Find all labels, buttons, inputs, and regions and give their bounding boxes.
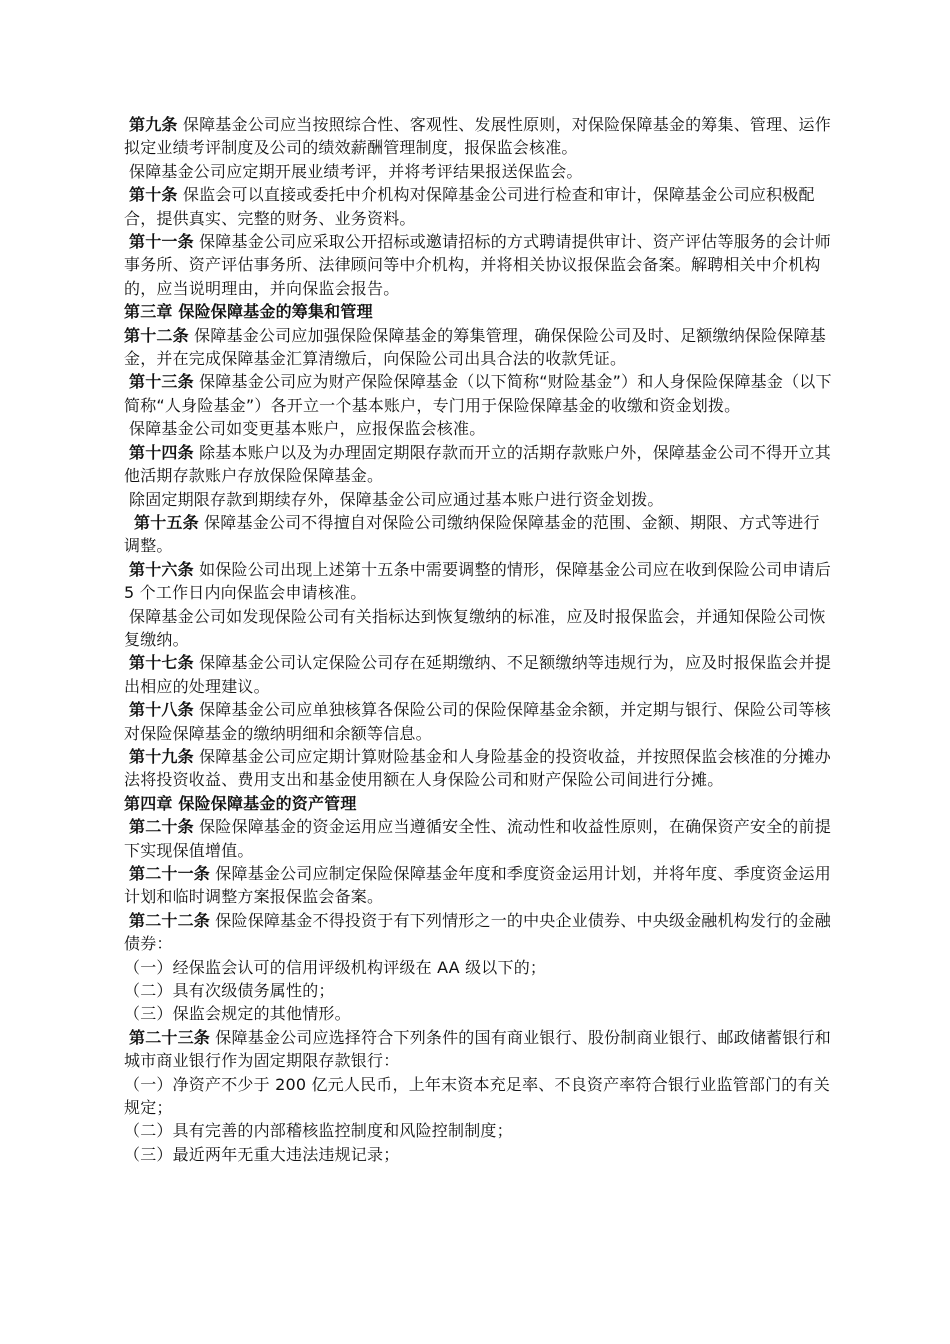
paragraph-text: 保障基金公司应定期开展业绩考评，并将考评结果报送保监会。: [129, 161, 583, 181]
document-paragraph: [124, 370, 834, 417]
article-number: 第二十条: [129, 817, 194, 837]
document-paragraph: [124, 956, 834, 979]
document-page: [124, 113, 834, 1166]
article-number: 第十三条: [129, 372, 194, 392]
article-number: 第二十三条: [129, 1027, 211, 1047]
document-paragraph: [124, 1143, 834, 1166]
paragraph-text: （二）具有次级债务属性的；: [124, 981, 335, 1001]
paragraph-text: 保障基金公司应定期计算财险基金和人身险基金的投资收益，并按照保监会核准的分摊办法将投资收益、费用支出和基金使用额在人身保险公司和财产保险公司间进行分摊。: [124, 746, 831, 790]
document-paragraph: [124, 488, 834, 511]
article-number: 第九条: [129, 115, 178, 134]
document-paragraph: [124, 979, 834, 1002]
article-number: 第十四条: [129, 442, 194, 462]
paragraph-text: （二）具有完善的内部稽核监控制度和风险控制制度；: [124, 1121, 513, 1141]
document-paragraph: [124, 417, 834, 440]
document-paragraph: [124, 441, 834, 488]
document-paragraph: [124, 745, 834, 792]
paragraph-text: 保障基金公司应制定保险保障基金年度和季度资金运用计划，并将年度、季度资金运用计划和临时调整方案报保监会备案。: [124, 864, 831, 907]
paragraph-text: 保监会可以直接或委托中介机构对保障基金公司进行检查和审计，保障基金公司应积极配合，提供真实、完整的财务、业务资料。: [124, 185, 815, 228]
document-paragraph: [124, 558, 834, 605]
document-paragraph: [124, 909, 834, 956]
article-number: 第二十一条: [129, 864, 211, 883]
paragraph-text: 保障基金公司应为财产保险保障基金（以下简称“财险基金”）和人身保险保障基金（以下简称“人身险基金”）各开立一个基本账户，专门用于保险保障基金的收缴和资金划拨。: [124, 372, 832, 415]
paragraph-text: （一）净资产不少于 200 亿元人民币，上年末资本充足率、不良资产率符合银行业监管部门的有关规定；: [124, 1074, 830, 1118]
chapter-title: 第三章 保险保障基金的筹集和管理: [124, 302, 373, 322]
document-paragraph: [124, 1026, 834, 1073]
chapter-heading: [124, 300, 834, 323]
article-number: 第十七条: [129, 653, 194, 673]
paragraph-text: （一）经保监会认可的信用评级机构评级在 AA 级以下的；: [124, 957, 547, 977]
paragraph-text: 除基本账户以及为办理固定期限存款而开立的活期存款账户外，保障基金公司不得开立其他活期存款账户存放保险保障基金。: [124, 442, 831, 486]
chapter-title: 第四章 保险保障基金的资产管理: [124, 793, 357, 813]
paragraph-text: 保障基金公司不得擅自对保险公司缴纳保险保障基金的范围、金额、期限、方式等进行调整。: [124, 512, 820, 556]
article-number: 第十条: [129, 185, 178, 205]
document-paragraph: [124, 1002, 834, 1025]
article-number: 第十五条: [134, 512, 199, 532]
document-paragraph: [124, 511, 834, 558]
document-paragraph: [124, 1073, 834, 1120]
paragraph-text: 保险保障基金不得投资于有下列情形之一的中央企业债券、中央级金融机构发行的金融债券：: [124, 910, 831, 954]
paragraph-text: 保障基金公司应单独核算各保险公司的保险保障基金余额，并定期与银行、保险公司等核对保险保障基金的缴纳明细和余额等信息。: [124, 700, 831, 743]
paragraph-text: 如保险公司出现上述第十五条中需要调整的情形，保障基金公司应在收到保险公司申请后 5 个工作日内向保监会申请核准。: [124, 559, 831, 603]
paragraph-text: 保障基金公司应加强保险保障基金的筹集管理，确保保险公司及时、足额缴纳保险保障基金，并在完成保障基金汇算清缴后，向保险公司出具合法的收款凭证。: [124, 325, 826, 369]
article-number: 第十二条: [124, 325, 189, 345]
paragraph-text: （三）最近两年无重大违法违规记录；: [124, 1144, 400, 1164]
document-paragraph: [124, 815, 834, 862]
document-paragraph: [124, 113, 834, 160]
paragraph-text: 保障基金公司应选择符合下列条件的国有商业银行、股份制商业银行、邮政储蓄银行和城市商业银行作为固定期限存款银行：: [124, 1027, 831, 1071]
document-paragraph: [124, 230, 834, 300]
article-number: 第十九条: [129, 746, 194, 766]
paragraph-text: 保障基金公司应当按照综合性、客观性、发展性原则，对保险保障基金的筹集、管理、运作拟定业绩考评制度及公司的绩效薪酬管理制度，报保监会核准。: [124, 115, 831, 158]
paragraph-text: （三）保监会规定的其他情形。: [124, 1004, 351, 1024]
paragraph-text: 保障基金公司如发现保险公司有关指标达到恢复缴纳的标准，应及时报保监会，并通知保险公司恢复缴纳。: [124, 606, 826, 649]
document-paragraph: [124, 862, 834, 909]
paragraph-text: 保障基金公司认定保险公司存在延期缴纳、不足额缴纳等违规行为，应及时报保监会并提出相应的处理建议。: [124, 653, 831, 696]
document-paragraph: [124, 183, 834, 230]
document-paragraph: [124, 160, 834, 183]
paragraph-text: 保障基金公司如变更基本账户，应报保监会核准。: [129, 419, 486, 439]
document-paragraph: [124, 698, 834, 745]
paragraph-text: 保险保障基金的资金运用应当遵循安全性、流动性和收益性原则，在确保资产安全的前提下实现保值增值。: [124, 817, 831, 860]
chapter-heading: [124, 792, 834, 815]
article-number: 第十六条: [129, 559, 194, 579]
paragraph-text: 除固定期限存款到期续存外，保障基金公司应通过基本账户进行资金划拨。: [129, 489, 664, 509]
document-paragraph: [124, 1119, 834, 1142]
document-paragraph: [124, 651, 834, 698]
document-paragraph: [124, 605, 834, 652]
article-number: 第十八条: [129, 700, 194, 720]
article-number: 第十一条: [129, 232, 194, 252]
paragraph-text: 保障基金公司应采取公开招标或邀请招标的方式聘请提供审计、资产评估等服务的会计师事务所、资产评估事务所、法律顾问等中介机构，并将相关协议报保监会备案。解聘相关中介机构的，应当说明理由，并向保监会报告。: [124, 232, 831, 298]
document-paragraph: [124, 324, 834, 371]
article-number: 第二十二条: [129, 910, 211, 930]
